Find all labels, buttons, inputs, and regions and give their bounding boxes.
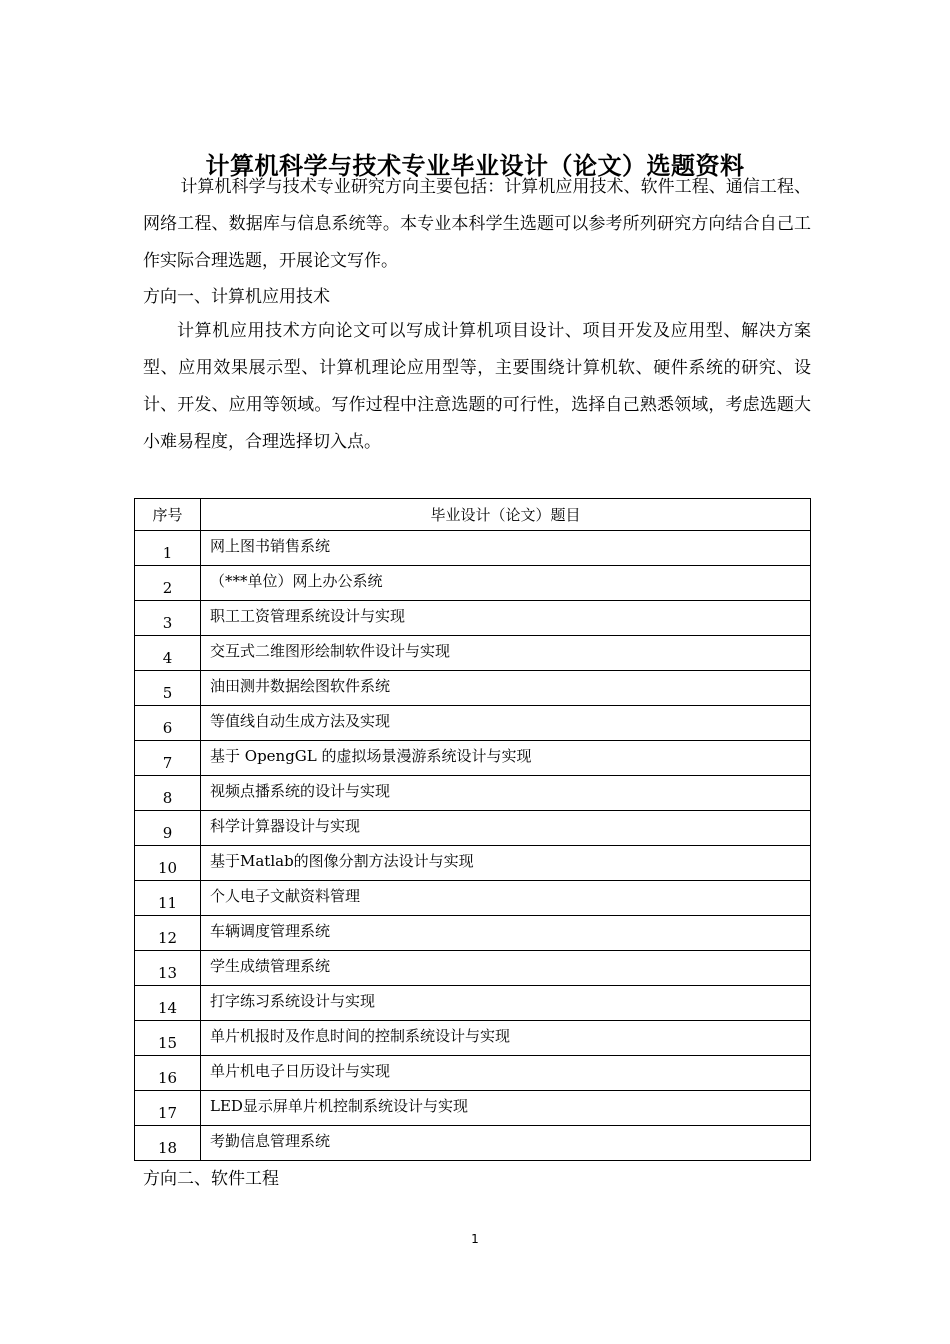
table-row: [135, 1091, 811, 1126]
table-row: [135, 601, 811, 636]
table-row: [135, 846, 811, 881]
row-number-cell: 10: [135, 846, 201, 881]
row-number-cell: 5: [135, 671, 201, 706]
row-title-cell: （***单位）网上办公系统: [201, 566, 811, 601]
table-row: [135, 741, 811, 776]
table-row: [135, 1056, 811, 1091]
direction-1-paragraph: 计算机应用技术方向论文可以写成计算机项目设计、项目开发及应用型、解决方案型、应用效果展示型、计算机理论应用型等，主要围绕计算机软、硬件系统的研究、设计、开发、应用等领域。写作过程中注意选题的可行性，选择自己熟悉领域，考虑选题大小难易程度，合理选择切入点。: [143, 321, 811, 452]
table-row: [135, 811, 811, 846]
row-number-cell: 4: [135, 636, 201, 671]
row-title-cell: 网上图书销售系统: [201, 531, 811, 566]
table-row: [135, 881, 811, 916]
table-body: [135, 531, 811, 1161]
row-title-cell: 等值线自动生成方法及实现: [201, 706, 811, 741]
row-title-cell: 职工工资管理系统设计与实现: [201, 601, 811, 636]
row-number-cell: 15: [135, 1021, 201, 1056]
row-title-cell: 学生成绩管理系统: [201, 951, 811, 986]
row-title-cell: 基于 OpengGL 的虚拟场景漫游系统设计与实现: [201, 741, 811, 776]
row-title-cell: 个人电子文献资料管理: [201, 881, 811, 916]
table-row: [135, 1021, 811, 1056]
column-header-number: 序号: [135, 499, 201, 531]
row-title-cell: LED显示屏单片机控制系统设计与实现: [201, 1091, 811, 1126]
row-number-cell: 18: [135, 1126, 201, 1161]
table-row: [135, 1126, 811, 1161]
row-title-cell: 油田测井数据绘图软件系统: [201, 671, 811, 706]
topics-table: [134, 498, 811, 1161]
page-title: 计算机科学与技术专业毕业设计（论文）选题资料: [205, 152, 745, 181]
row-number-cell: 13: [135, 951, 201, 986]
table-row: [135, 951, 811, 986]
section-heading-direction-1: 方向一、计算机应用技术: [143, 287, 330, 307]
table-row: [135, 776, 811, 811]
row-number-cell: 14: [135, 986, 201, 1021]
row-number-cell: 1: [135, 531, 201, 566]
table-row: [135, 671, 811, 706]
row-title-cell: 车辆调度管理系统: [201, 916, 811, 951]
row-number-cell: 17: [135, 1091, 201, 1126]
intro-paragraph: 计算机科学与技术专业研究方向主要包括：计算机应用技术、软件工程、通信工程、网络工程、数据库与信息系统等。本专业本科学生选题可以参考所列研究方向结合自己工作实际合理选题，开展论文写作。: [143, 177, 811, 271]
row-number-cell: 8: [135, 776, 201, 811]
table-row: [135, 566, 811, 601]
row-title-cell: 科学计算器设计与实现: [201, 811, 811, 846]
column-header-title: 毕业设计（论文）题目: [201, 499, 811, 531]
page-number: 1: [471, 1232, 479, 1246]
row-number-cell: 9: [135, 811, 201, 846]
table-row: [135, 636, 811, 671]
table-row: [135, 706, 811, 741]
row-number-cell: 16: [135, 1056, 201, 1091]
row-title-cell: 单片机报时及作息时间的控制系统设计与实现: [201, 1021, 811, 1056]
section-heading-direction-2: 方向二、软件工程: [143, 1169, 279, 1189]
row-title-cell: 视频点播系统的设计与实现: [201, 776, 811, 811]
row-number-cell: 6: [135, 706, 201, 741]
table-row: [135, 986, 811, 1021]
row-title-cell: 交互式二维图形绘制软件设计与实现: [201, 636, 811, 671]
table-row: [135, 531, 811, 566]
table-row: [135, 916, 811, 951]
row-title-cell: 单片机电子日历设计与实现: [201, 1056, 811, 1091]
table-header-row: [135, 499, 811, 531]
row-number-cell: 11: [135, 881, 201, 916]
row-number-cell: 3: [135, 601, 201, 636]
row-title-cell: 考勤信息管理系统: [201, 1126, 811, 1161]
row-title-cell: 打字练习系统设计与实现: [201, 986, 811, 1021]
row-number-cell: 2: [135, 566, 201, 601]
row-number-cell: 7: [135, 741, 201, 776]
row-title-cell: 基于Matlab的图像分割方法设计与实现: [201, 846, 811, 881]
row-number-cell: 12: [135, 916, 201, 951]
